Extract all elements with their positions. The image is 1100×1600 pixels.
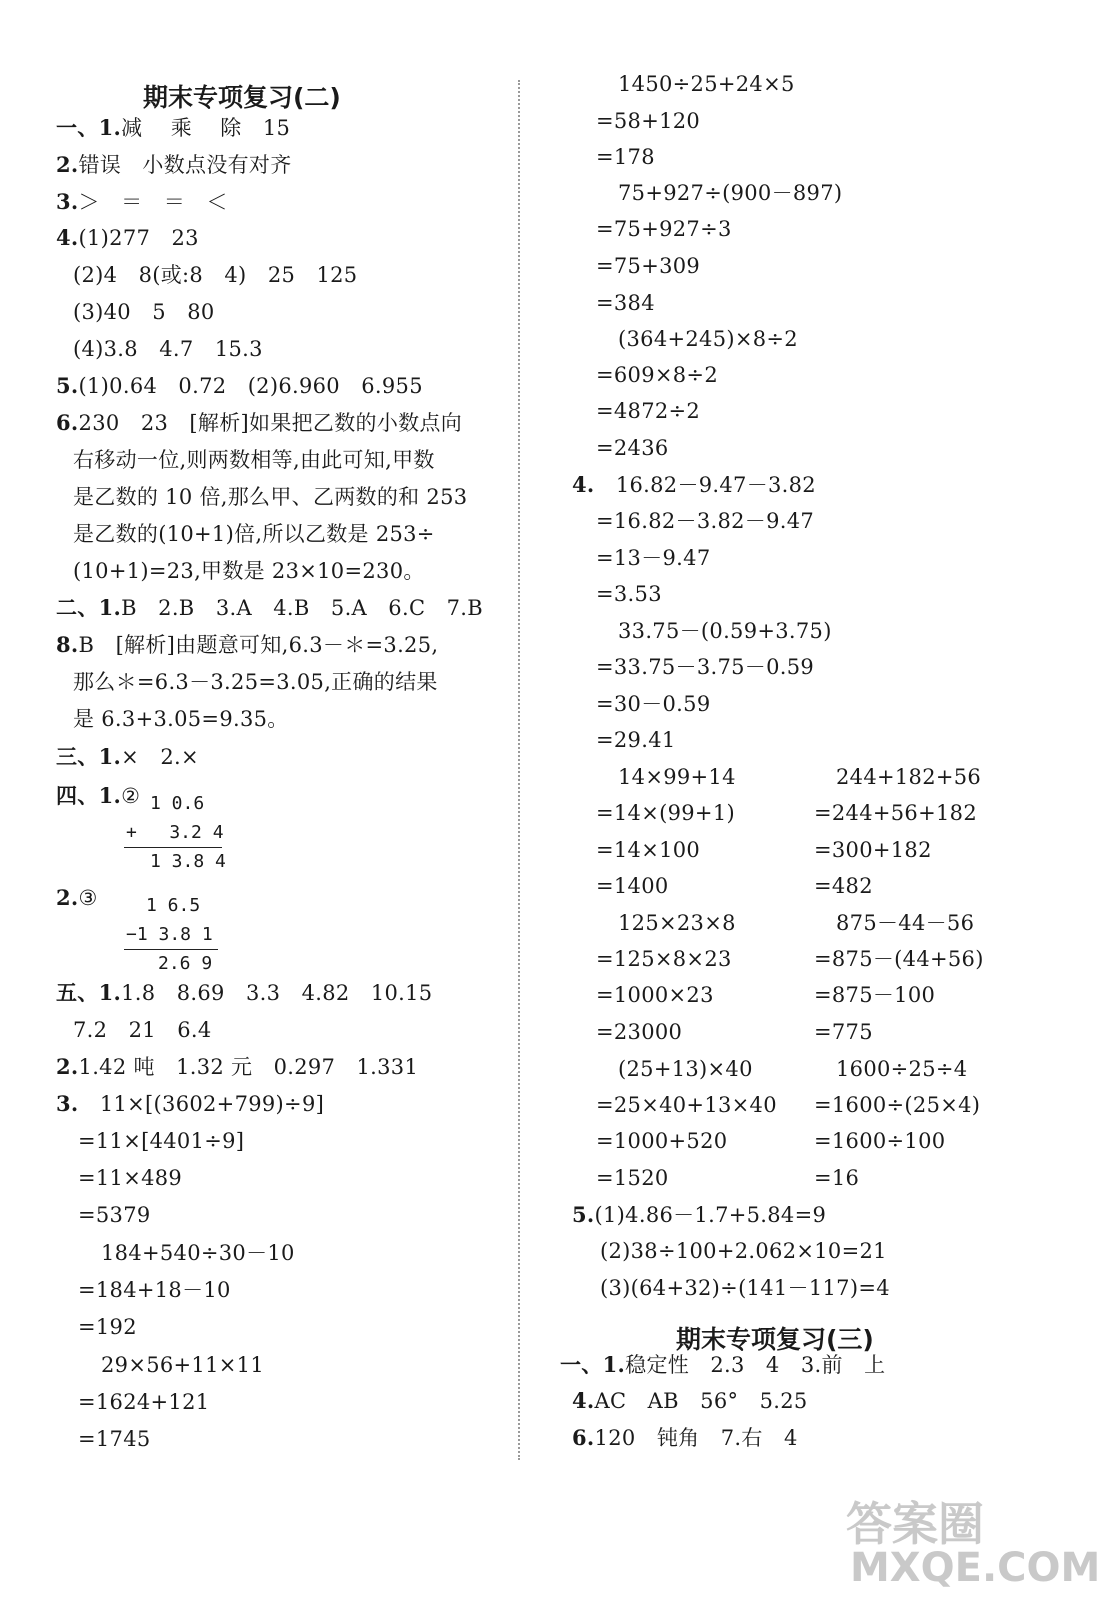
answer-text: × 2.× bbox=[121, 745, 199, 769]
question-number: 1. bbox=[98, 744, 122, 769]
answer-text: =1520 bbox=[596, 1166, 669, 1190]
right-line bbox=[596, 653, 814, 681]
right-line bbox=[596, 434, 669, 462]
question-number: 6. bbox=[572, 1425, 595, 1450]
answer-text: =609×8÷2 bbox=[596, 363, 718, 387]
answer-text: =244+56+182 bbox=[814, 801, 977, 825]
question-number: 2. bbox=[56, 1054, 79, 1079]
left-line bbox=[78, 1201, 151, 1229]
answer-text: AC AB 56° 5.25 bbox=[594, 1389, 808, 1413]
answer-text: =4872÷2 bbox=[596, 399, 701, 423]
left-line bbox=[78, 1164, 182, 1192]
left-line bbox=[78, 1313, 137, 1341]
question-number: 1. bbox=[98, 783, 122, 808]
question-number: 4. bbox=[572, 472, 595, 497]
section-number: 五、 bbox=[56, 980, 99, 1005]
right-line bbox=[596, 872, 669, 900]
answer-text: (1)4.86－1.7+5.84=9 bbox=[594, 1203, 827, 1227]
right-line bbox=[814, 799, 977, 827]
answer-text: =875－(44+56) bbox=[814, 947, 984, 971]
right-line bbox=[618, 763, 736, 791]
right-line bbox=[618, 617, 832, 645]
right-line bbox=[836, 909, 974, 937]
left-line bbox=[78, 1425, 151, 1453]
vertical-row: + 3.2 4 bbox=[126, 822, 224, 843]
right-line bbox=[596, 252, 700, 280]
answer-text: 是乙数的 10 倍,那么甲、乙两数的和 253 bbox=[73, 485, 468, 509]
answer-text: 是 6.3+3.05=9.35。 bbox=[73, 707, 289, 731]
answer-text: (2)38÷100+2.062×10=21 bbox=[600, 1239, 887, 1263]
answer-text: 7.2 21 6.4 bbox=[73, 1018, 212, 1042]
answer-text: ③ bbox=[78, 886, 98, 910]
answer-text: =2436 bbox=[596, 436, 669, 460]
answer-text: (2)4 8(或:8 4) 25 125 bbox=[73, 263, 358, 287]
left-line bbox=[73, 705, 289, 733]
answer-text: =25×40+13×40 bbox=[596, 1093, 777, 1117]
section-number: 二、 bbox=[56, 595, 99, 620]
answer-text: =178 bbox=[596, 145, 655, 169]
right-line bbox=[596, 1018, 682, 1046]
answer-text: =300+182 bbox=[814, 838, 932, 862]
right-line bbox=[596, 397, 700, 425]
section-title-2: 期末专项复习(二) bbox=[143, 83, 341, 112]
answer-text: =14×100 bbox=[596, 838, 701, 862]
left-line bbox=[56, 743, 199, 771]
right-line bbox=[814, 872, 873, 900]
right-line bbox=[600, 1274, 890, 1302]
answer-text: =125×8×23 bbox=[596, 947, 732, 971]
vertical-subtraction bbox=[118, 892, 228, 982]
answer-text: (3)40 5 80 bbox=[73, 300, 215, 324]
answer-text: 稳定性 2.3 4 3.前 上 bbox=[625, 1353, 886, 1377]
answer-text: =33.75－3.75－0.59 bbox=[596, 655, 815, 679]
left-line bbox=[56, 1053, 418, 1081]
vertical-row: 1 6.5 bbox=[146, 895, 201, 916]
answer-text: ＞ ＝ ＝ ＜ bbox=[78, 190, 228, 214]
left-line bbox=[78, 1276, 231, 1304]
answer-text: =5379 bbox=[78, 1203, 151, 1227]
section-number: 一、 bbox=[56, 115, 99, 140]
left-line bbox=[78, 1388, 209, 1416]
answer-text: 230 23 [解析]如果把乙数的小数点向 bbox=[78, 411, 463, 435]
left-line bbox=[73, 335, 263, 363]
answer-text: B [解析]由题意可知,6.3－＊=3.25, bbox=[78, 633, 439, 657]
question-number: 2. bbox=[56, 152, 79, 177]
answer-text: (1)277 23 bbox=[78, 226, 199, 250]
right-line bbox=[596, 1091, 777, 1119]
section-number: 四、 bbox=[56, 783, 99, 808]
answer-text: =1000+520 bbox=[596, 1129, 728, 1153]
right-line bbox=[596, 1164, 669, 1192]
section-number: 三、 bbox=[56, 744, 99, 769]
right-line bbox=[596, 143, 655, 171]
column-divider bbox=[518, 80, 520, 1460]
answer-text: =11×[4401÷9] bbox=[78, 1129, 245, 1153]
left-line bbox=[73, 298, 215, 326]
answer-text: =30－0.59 bbox=[596, 692, 711, 716]
right-line bbox=[596, 799, 735, 827]
left-line bbox=[56, 1090, 324, 1118]
right-line bbox=[836, 763, 981, 791]
answer-text: 75+927÷(900－897) bbox=[618, 181, 843, 205]
answer-text: =16.82－3.82－9.47 bbox=[596, 509, 815, 533]
left-line bbox=[73, 261, 357, 289]
answer-text: 125×23×8 bbox=[618, 911, 736, 935]
left-line bbox=[56, 151, 292, 179]
answer-text: =29.41 bbox=[596, 728, 676, 752]
left-line bbox=[56, 224, 199, 252]
section-number: 一、 bbox=[560, 1352, 603, 1377]
question-number: 3. bbox=[56, 189, 79, 214]
answer-text: =875－100 bbox=[814, 983, 936, 1007]
answer-text: (1)0.64 0.72 (2)6.960 6.955 bbox=[78, 374, 423, 398]
right-line bbox=[814, 945, 984, 973]
answer-text: 184+540÷30－10 bbox=[101, 1241, 295, 1265]
right-line bbox=[814, 981, 935, 1009]
answer-text: 11×[(3602+799)÷9] bbox=[78, 1092, 325, 1116]
right-line bbox=[572, 471, 816, 499]
answer-text: =192 bbox=[78, 1315, 137, 1339]
answer-text: 1.8 8.69 3.3 4.82 10.15 bbox=[121, 981, 433, 1005]
question-number: 1. bbox=[98, 595, 122, 620]
answer-text: =23000 bbox=[596, 1020, 683, 1044]
left-line bbox=[56, 188, 228, 216]
left-line bbox=[73, 483, 467, 511]
answer-text: (4)3.8 4.7 15.3 bbox=[73, 337, 263, 361]
question-number: 1. bbox=[602, 1352, 626, 1377]
answer-text: (10+1)=23,甲数是 23×10=230。 bbox=[73, 559, 425, 583]
answer-text: (3)(64+32)÷(141－117)=4 bbox=[600, 1276, 890, 1300]
answer-text: 减 乘 除 15 bbox=[121, 116, 291, 140]
left-line bbox=[56, 594, 483, 622]
answer-text: =1600÷(25×4) bbox=[814, 1093, 981, 1117]
right-line bbox=[596, 836, 700, 864]
right-line bbox=[572, 1201, 826, 1229]
answer-text: 29×56+11×11 bbox=[101, 1353, 264, 1377]
left-line bbox=[56, 372, 423, 400]
left-line bbox=[73, 520, 435, 548]
right-line bbox=[618, 909, 736, 937]
right-line bbox=[572, 1387, 808, 1415]
answer-text: (364+245)×8÷2 bbox=[618, 327, 798, 351]
right-line bbox=[618, 1055, 753, 1083]
answer-text: 14×99+14 bbox=[618, 765, 736, 789]
question-number: 3. bbox=[56, 1091, 79, 1116]
left-line bbox=[73, 668, 438, 696]
vertical-row: 2.6 9 bbox=[158, 953, 213, 974]
answer-text: =75+309 bbox=[596, 254, 701, 278]
answer-text: =1000×23 bbox=[596, 983, 714, 1007]
answer-text: =384 bbox=[596, 291, 655, 315]
left-line bbox=[56, 631, 438, 659]
answer-text: =16 bbox=[814, 1166, 860, 1190]
left-line bbox=[56, 114, 290, 142]
answer-text: 右移动一位,则两数相等,由此可知,甲数 bbox=[73, 448, 435, 472]
answer-text: (25+13)×40 bbox=[618, 1057, 753, 1081]
answer-text: 错误 小数点没有对齐 bbox=[78, 153, 292, 177]
right-line bbox=[814, 836, 932, 864]
left-line bbox=[73, 446, 435, 474]
right-line bbox=[596, 544, 710, 572]
right-line bbox=[836, 1055, 967, 1083]
right-line bbox=[596, 215, 732, 243]
answer-text: =1600÷100 bbox=[814, 1129, 946, 1153]
right-line bbox=[596, 361, 718, 389]
answer-text: 1.42 吨 1.32 元 0.297 1.331 bbox=[78, 1055, 419, 1079]
vertical-row: −1 3.8 1 bbox=[126, 924, 213, 945]
right-line bbox=[596, 507, 814, 535]
answer-text: 244+182+56 bbox=[836, 765, 982, 789]
answer-text: =1745 bbox=[78, 1427, 151, 1451]
right-line bbox=[596, 981, 714, 1009]
answer-text: =775 bbox=[814, 1020, 873, 1044]
answer-text: 16.82－9.47－3.82 bbox=[594, 473, 816, 497]
question-number: 8. bbox=[56, 632, 79, 657]
right-line bbox=[600, 1237, 887, 1265]
answer-text: B 2.B 3.A 4.B 5.A 6.C 7.B bbox=[121, 596, 483, 620]
question-number: 5. bbox=[56, 373, 79, 398]
question-number: 1. bbox=[98, 980, 122, 1005]
question-number: 4. bbox=[56, 225, 79, 250]
answer-text: =58+120 bbox=[596, 109, 701, 133]
left-line bbox=[101, 1351, 264, 1379]
vertical-row: 1 0.6 bbox=[150, 793, 205, 814]
answer-text: =13－9.47 bbox=[596, 546, 711, 570]
right-line bbox=[814, 1164, 859, 1192]
left-line bbox=[56, 979, 432, 1007]
answer-text: 那么＊=6.3－3.25=3.05,正确的结果 bbox=[73, 670, 438, 694]
right-line bbox=[596, 1127, 727, 1155]
vertical-row: 1 3.8 4 bbox=[150, 851, 226, 872]
left-line bbox=[78, 1127, 244, 1155]
right-line bbox=[596, 690, 710, 718]
right-line bbox=[618, 179, 842, 207]
answer-text: 1600÷25÷4 bbox=[836, 1057, 968, 1081]
right-line bbox=[596, 726, 676, 754]
left-line bbox=[73, 557, 425, 585]
answer-text: =3.53 bbox=[596, 582, 662, 606]
vertical-addition bbox=[118, 790, 228, 880]
answer-text: =11×489 bbox=[78, 1166, 183, 1190]
answer-text: 是乙数的(10+1)倍,所以乙数是 253÷ bbox=[73, 522, 435, 546]
answer-text: 120 钝角 7.右 4 bbox=[594, 1426, 798, 1450]
answer-text: =75+927÷3 bbox=[596, 217, 732, 241]
answer-text: =482 bbox=[814, 874, 873, 898]
right-line bbox=[814, 1091, 980, 1119]
answer-text: =1400 bbox=[596, 874, 669, 898]
answer-text: 1450÷25+24×5 bbox=[618, 72, 795, 96]
right-line bbox=[596, 107, 700, 135]
left-line bbox=[73, 1016, 212, 1044]
question-number: 1. bbox=[98, 115, 122, 140]
question-number: 2. bbox=[56, 885, 79, 910]
answer-text: 33.75－(0.59+3.75) bbox=[618, 619, 832, 643]
right-line bbox=[596, 289, 655, 317]
answer-text: =1624+121 bbox=[78, 1390, 210, 1414]
right-line bbox=[596, 945, 732, 973]
question-number: 4. bbox=[572, 1388, 595, 1413]
right-line bbox=[572, 1424, 798, 1452]
right-line bbox=[618, 325, 798, 353]
question-number: 6. bbox=[56, 410, 79, 435]
left-line bbox=[56, 884, 98, 912]
left-line bbox=[56, 409, 462, 437]
left-line bbox=[101, 1239, 295, 1267]
answer-text: =184+18－10 bbox=[78, 1278, 231, 1302]
watermark-url: MXQE.COM bbox=[850, 1545, 1100, 1591]
section-title-3: 期末专项复习(三) bbox=[676, 1325, 874, 1354]
answer-text: 875－44－56 bbox=[836, 911, 975, 935]
right-line bbox=[814, 1127, 945, 1155]
right-line bbox=[596, 580, 662, 608]
answer-text: ② bbox=[121, 784, 141, 808]
question-number: 5. bbox=[572, 1202, 595, 1227]
watermark-logo: 答案圈 bbox=[846, 1497, 984, 1551]
right-line bbox=[618, 70, 795, 98]
right-line bbox=[814, 1018, 873, 1046]
answer-text: =14×(99+1) bbox=[596, 801, 735, 825]
